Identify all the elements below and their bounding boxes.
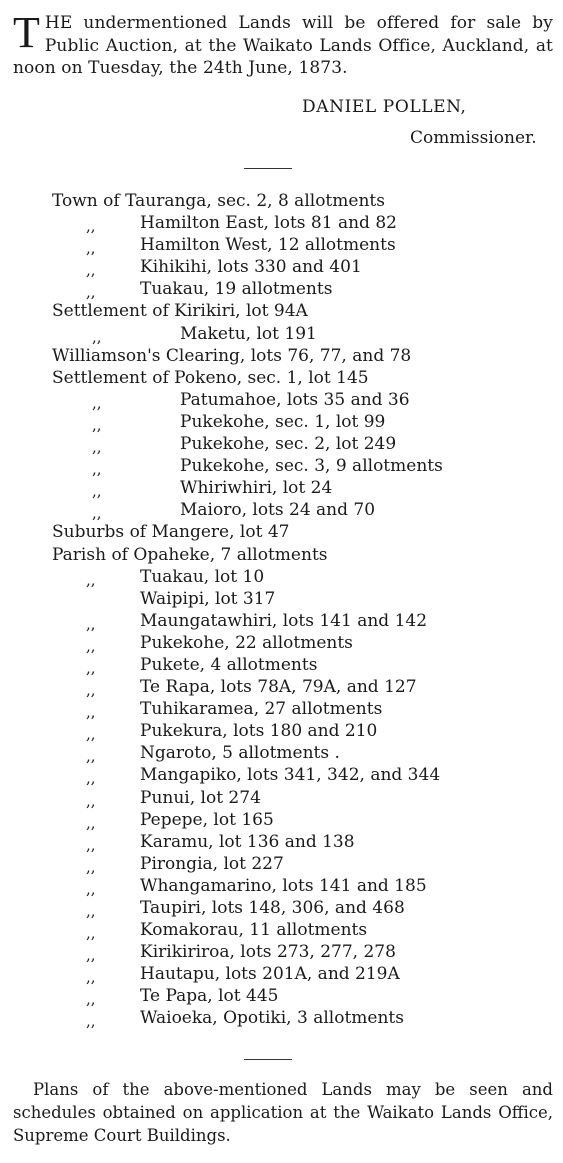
ditto-mark: ,, [92, 415, 102, 434]
land-list-item [52, 588, 542, 610]
land-list-item [52, 566, 542, 588]
signer-title: Commissioner. [410, 128, 537, 148]
land-list-item-text: Settlement of Pokeno, sec. 1, lot 145 [52, 367, 369, 388]
ditto-mark: ,, [86, 614, 96, 633]
ditto-mark: ,, [92, 393, 102, 412]
land-list-item [52, 676, 542, 698]
land-list-item-text: Hamilton East, lots 81 and 82 [140, 213, 397, 234]
land-list-item-text: Te Rapa, lots 78A, 79A, and 127 [140, 677, 417, 698]
land-list-item-text: Maketu, lot 191 [180, 323, 317, 344]
land-list-item-text: Pukekohe, 22 allotments [140, 632, 353, 653]
land-list-item-text: Mangapiko, lots 341, 342, and 344 [140, 765, 441, 786]
land-list-item [52, 985, 542, 1007]
land-list-item-text: Karamu, lot 136 and 138 [140, 831, 355, 852]
divider-top [244, 168, 292, 169]
ditto-mark: ,, [86, 813, 96, 832]
ditto-mark: ,, [92, 482, 102, 501]
ditto-mark: ,, [86, 283, 96, 302]
land-list-item-text: Pukekohe, sec. 1, lot 99 [180, 411, 386, 432]
land-list-item [52, 521, 542, 543]
ditto-mark: ,, [86, 857, 96, 876]
land-list-item [52, 544, 542, 566]
ditto-mark: ,, [86, 239, 96, 258]
ditto-mark: ,, [86, 990, 96, 1009]
land-list-item-text: Tuhikaramea, 27 allotments [140, 699, 383, 720]
divider-bottom [244, 1059, 292, 1060]
land-list-item [52, 190, 542, 212]
land-list-item [52, 411, 542, 433]
land-list-item-text: Tuakau, 19 allotments [140, 279, 333, 300]
land-list-item-text: Pepepe, lot 165 [140, 809, 274, 830]
ditto-mark: ,, [92, 460, 102, 479]
land-list-item-text: Kihikihi, lots 330 and 401 [140, 257, 362, 278]
land-list-item-text: Taupiri, lots 148, 306, and 468 [140, 898, 405, 918]
land-list-item [52, 963, 542, 985]
land-list-item-text: Pirongia, lot 227 [140, 853, 284, 874]
land-list-item-text: Pukekohe, sec. 2, lot 249 [180, 434, 397, 455]
ditto-mark: ,, [92, 327, 102, 346]
ditto-mark: ,, [86, 879, 96, 898]
land-list-item [52, 787, 542, 809]
signer-name: DANIEL POLLEN, [302, 97, 467, 117]
land-list-item-text: Komakorau, 11 allotments [140, 920, 368, 941]
intro-text: HE undermentioned Lands will be offered for sale by Public Auction, at the Waikato Lands Office, Auckland, at noon on Tuesday, the 24th June, 1873. [13, 13, 553, 78]
land-list-item [52, 809, 542, 831]
ditto-mark: ,, [86, 570, 96, 589]
land-list-item [52, 278, 542, 300]
land-list-item [52, 499, 542, 521]
land-list-item-text: Town of Tauranga, sec. 2, 8 allotments [52, 191, 385, 211]
land-list-item [52, 742, 542, 764]
land-list-item [52, 477, 542, 499]
land-list-item [52, 875, 542, 897]
land-list-item-text: Williamson's Clearing, lots 76, 77, and 78 [52, 345, 412, 366]
land-list-item-text: Maioro, lots 24 and 70 [180, 500, 376, 521]
ditto-mark: ,, [86, 924, 96, 943]
ditto-mark: ,, [86, 902, 96, 920]
land-list-item [52, 389, 542, 411]
ditto-mark: ,, [86, 217, 96, 236]
land-list-item-text: Maungatawhiri, lots 141 and 142 [140, 610, 428, 631]
footer-text: Plans of the above-mentioned Lands may be seen and schedules obtained on application at the Waikato Lands Office, Supreme Court Buildings. [13, 1080, 553, 1145]
land-list-item-text: Whangamarino, lots 141 and 185 [140, 875, 427, 896]
ditto-mark: ,, [86, 703, 96, 722]
land-list-item [52, 919, 542, 941]
ditto-mark: ,, [86, 681, 96, 700]
ditto-mark: ,, [86, 968, 96, 987]
land-list-item-text: Parish of Opaheke, 7 allotments [52, 544, 328, 565]
land-list-item-text: Ngaroto, 5 allotments . [140, 743, 340, 764]
land-list-item [52, 831, 542, 853]
ditto-mark: ,, [92, 438, 102, 457]
land-list-item [52, 345, 542, 367]
ditto-mark: ,, [86, 946, 96, 965]
ditto-mark: ,, [86, 835, 96, 854]
ditto-mark: ,, [86, 261, 96, 280]
ditto-mark: ,, [92, 504, 102, 523]
land-list-item [52, 853, 542, 875]
land-list-item-text: Tuakau, lot 10 [140, 566, 265, 587]
land-list-item [52, 300, 542, 322]
land-list-item-text: Punui, lot 274 [140, 787, 261, 808]
land-list-item [52, 698, 542, 720]
land-list-item-text: Pukekura, lots 180 and 210 [140, 721, 378, 742]
land-list-item [52, 897, 542, 919]
ditto-mark: ,, [86, 747, 96, 766]
land-list-item [52, 764, 542, 786]
notice-intro [13, 8, 553, 80]
notice-footer [13, 1078, 553, 1147]
land-list-item-text: Suburbs of Mangere, lot 47 [52, 522, 290, 543]
land-list-item [52, 654, 542, 676]
land-list-item [52, 256, 542, 278]
land-list-item-text: Waipipi, lot 317 [140, 588, 276, 609]
land-list-item [52, 212, 542, 234]
ditto-mark: ,, [86, 1012, 96, 1031]
ditto-mark: ,, [86, 636, 96, 655]
land-list-item-text: Hautapu, lots 201A, and 219A [140, 964, 400, 985]
land-list-item [52, 720, 542, 742]
land-list-item-text: Pukekohe, sec. 3, 9 allotments [180, 456, 443, 477]
land-list-item [52, 234, 542, 256]
land-list-item [52, 1007, 542, 1029]
ditto-mark: ,, [86, 769, 96, 788]
land-list-item-text: Settlement of Kirikiri, lot 94A [52, 301, 308, 322]
lands-list [52, 190, 542, 1030]
land-list-item-text: Patumahoe, lots 35 and 36 [180, 389, 410, 410]
ditto-mark: ,, [86, 658, 96, 677]
ditto-mark: ,, [86, 791, 96, 810]
land-list-item-text: Whiriwhiri, lot 24 [180, 478, 333, 499]
land-list-item [52, 367, 542, 389]
land-list-item-text: Hamilton West, 12 allotments [140, 235, 396, 256]
land-list-item-text: Waioeka, Opotiki, 3 allotments [140, 1008, 404, 1029]
land-list-item [52, 632, 542, 654]
land-list-item [52, 610, 542, 632]
land-list-item-text: Pukete, 4 allotments [140, 654, 318, 675]
land-list-item [52, 941, 542, 963]
land-list-item [52, 433, 542, 455]
land-list-item [52, 323, 542, 345]
ditto-mark: ,, [86, 725, 96, 744]
drop-cap: T [13, 8, 40, 57]
land-list-item-text: Kirikiriroa, lots 273, 277, 278 [140, 942, 396, 963]
land-list-item-text: Te Papa, lot 445 [140, 986, 279, 1007]
land-list-item [52, 455, 542, 477]
